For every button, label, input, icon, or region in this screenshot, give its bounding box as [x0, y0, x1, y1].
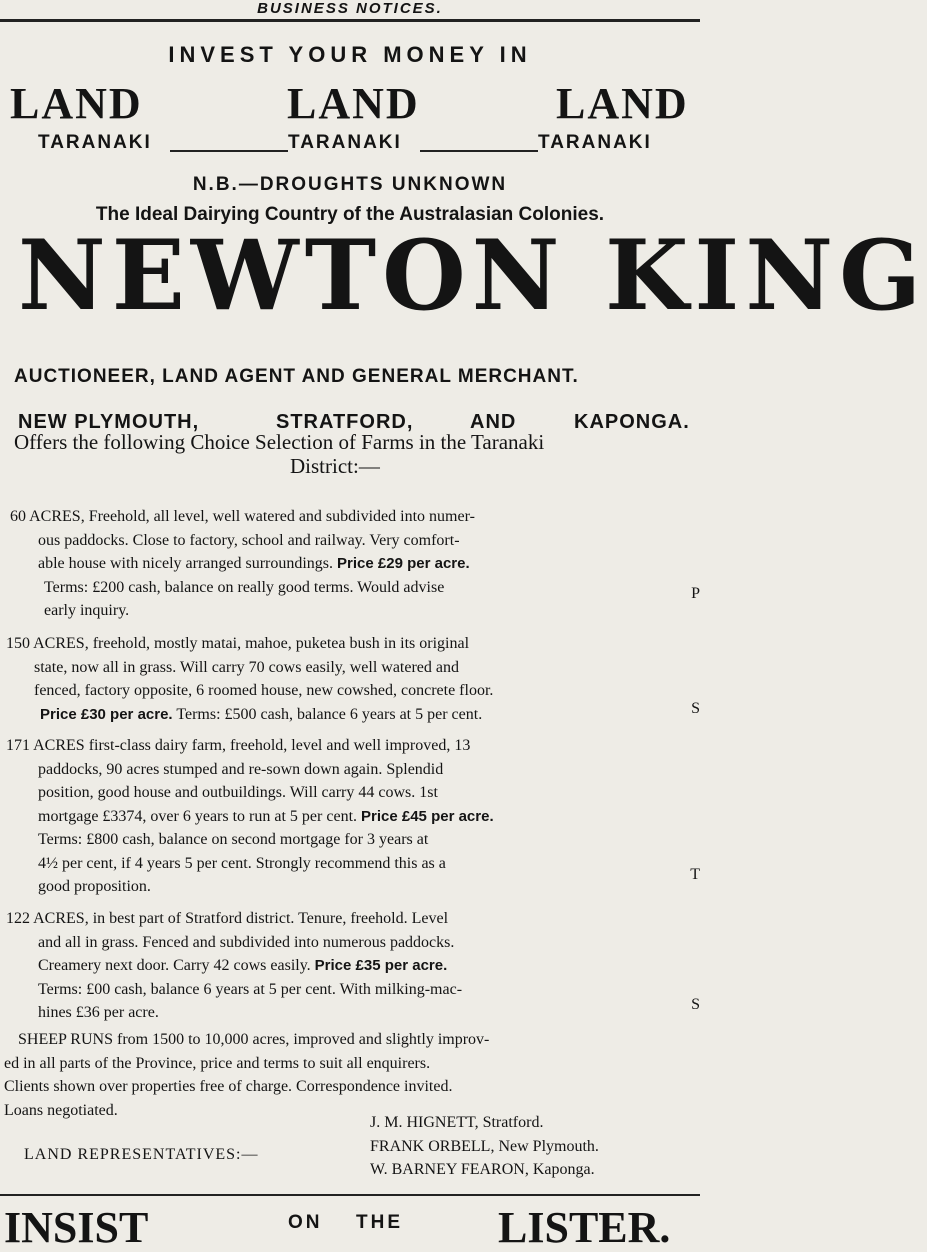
town-and: AND: [470, 411, 517, 433]
rep-orbell: FRANK ORBELL, New Plymouth.: [370, 1138, 599, 1155]
sheep-line: SHEEP RUNS from 1500 to 10,000 acres, improved and slightly improv-: [18, 1031, 490, 1048]
listing-line: 171 ACRES first-class dairy farm, freehold, level and well improved, 13: [6, 737, 471, 754]
sheep-line: Loans negotiated.: [4, 1101, 118, 1119]
listing-line: 122 ACRES, in best part of Stratford district. Tenure, freehold. Level: [6, 910, 449, 927]
listing-line: Terms: £200 cash, balance on really good terms. Would advise: [44, 578, 445, 596]
offers-line-1: Offers the following Choice Selection of Farms in the Taranaki: [14, 430, 545, 454]
land-word-2: LAND: [287, 79, 420, 128]
dash-1: [170, 150, 288, 152]
listing-line: able house with nicely arranged surroundings.: [38, 555, 334, 572]
rep-hignett: J. M. HIGNETT, Stratford.: [370, 1114, 544, 1131]
region-1: TARANAKI: [38, 132, 152, 153]
listing-price: Price £29 per acre.: [337, 555, 470, 572]
listing-150-acres: [6, 632, 493, 726]
sheep-runs: [4, 1028, 489, 1122]
listing-line: Terms: £500 cash, balance 6 years at 5 per cent.: [176, 705, 483, 723]
listing-line: Terms: £00 cash, balance 6 years at 5 per cent. With milking-mac-: [38, 980, 463, 998]
listing-122-acres: [6, 907, 462, 1025]
listing-line: hines £36 per acre.: [38, 1004, 159, 1021]
listing-line: Creamery next door. Carry 42 cows easily.: [38, 957, 311, 974]
town-kaponga: KAPONGA.: [574, 411, 690, 433]
dash-2: [420, 150, 538, 152]
listing-line: position, good house and outbuildings. Will carry 44 cows. 1st: [38, 784, 438, 801]
section-heading: BUSINESS NOTICES.: [257, 0, 443, 17]
listing-line: Terms: £800 cash, balance on second mortgage for 3 years at: [38, 831, 429, 848]
footer-the: THE: [356, 1212, 403, 1233]
margin-letter: S: [691, 700, 700, 717]
land-word-1: LAND: [10, 79, 143, 128]
land-word-3: LAND: [556, 79, 689, 128]
town-stratford: STRATFORD,: [276, 411, 414, 433]
listing-line: mortgage £3374, over 6 years to run at 5 per cent.: [38, 807, 358, 825]
representatives-label: LAND REPRESENTATIVES:—: [24, 1146, 259, 1163]
margin-letter: T: [690, 866, 700, 883]
region-2: TARANAKI: [288, 132, 402, 153]
listing-line: and all in grass. Fenced and subdivided into numerous paddocks.: [38, 933, 455, 951]
listing-line: early inquiry.: [44, 602, 130, 619]
town-new-plymouth: NEW PLYMOUTH,: [18, 411, 200, 433]
listing-price: Price £35 per acre.: [314, 957, 448, 974]
invest-line: INVEST YOUR MONEY IN: [168, 42, 532, 67]
listing-price: Price £30 per acre.: [40, 705, 173, 723]
listing-line: 60 ACRES, Freehold, all level, well watered and subdivided into numer-: [10, 508, 475, 525]
footer-lister: LISTER.: [498, 1203, 671, 1252]
tagline: The Ideal Dairying Country of the Australasian Colonies.: [95, 204, 605, 225]
listing-171-acres: [6, 734, 494, 899]
rep-fearon: W. BARNEY FEARON, Kaponga.: [370, 1161, 595, 1178]
listing-line: state, now all in grass. Will carry 70 cows easily, well watered and: [34, 658, 460, 676]
region-3: TARANAKI: [538, 132, 652, 153]
profession: AUCTIONEER, LAND AGENT AND GENERAL MERCHANT.: [14, 366, 579, 387]
bottom-rule: [0, 1194, 700, 1196]
sheep-line: Clients shown over properties free of charge. Correspondence invited.: [4, 1078, 453, 1095]
listing-line: paddocks, 90 acres stumped and re-sown down again. Splendid: [38, 760, 444, 778]
listing-line: fenced, factory opposite, 6 roomed house, new cowshed, concrete floor.: [34, 682, 494, 699]
listing-price: Price £45 per acre.: [361, 807, 494, 825]
listing-60-acres: [10, 505, 475, 623]
margin-letter: P: [691, 585, 700, 602]
nb-line: N.B.—DROUGHTS UNKNOWN: [192, 174, 508, 195]
offers-line-2: District:—: [290, 454, 380, 478]
listing-line: good proposition.: [38, 878, 151, 895]
sheep-line: ed in all parts of the Province, price and terms to suit all enquirers.: [4, 1054, 431, 1072]
top-rule: [0, 19, 700, 22]
footer-on: ON: [288, 1212, 323, 1233]
footer-insist: INSIST: [4, 1203, 149, 1252]
listing-line: 150 ACRES, freehold, mostly matai, mahoe, puketea bush in its original: [6, 635, 470, 652]
listing-line: ous paddocks. Close to factory, school and railway. Very comfort-: [38, 531, 460, 549]
listing-line: 4½ per cent, if 4 years 5 per cent. Strongly recommend this as a: [38, 854, 446, 872]
margin-letter: S: [691, 996, 700, 1013]
merchant-name: NEWTON KING: [18, 219, 927, 332]
